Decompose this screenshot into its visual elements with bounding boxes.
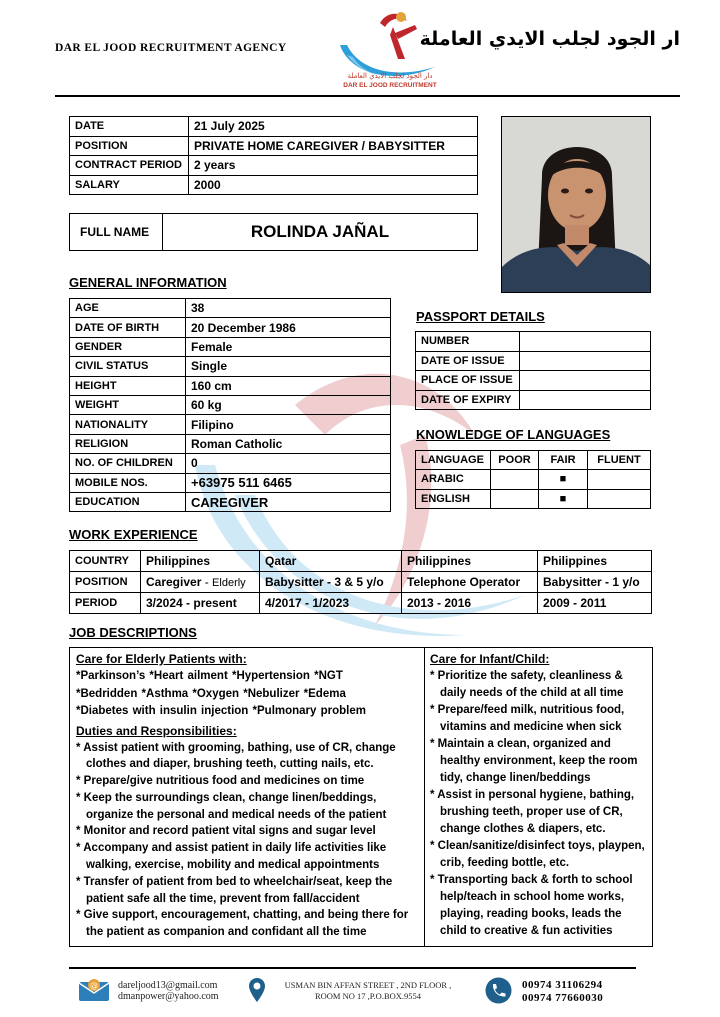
header-divider <box>55 95 680 97</box>
portrait-icon <box>502 117 651 293</box>
list-item: * Assist patient with grooming, bathing, use of CR, change clothes and diaper, brushing teeth, cutting nails, etc. <box>76 741 396 771</box>
child-care-column <box>430 651 650 940</box>
summary-row-salary <box>70 175 478 195</box>
summary-label: POSITION <box>70 136 189 156</box>
summary-row-contract <box>70 156 478 176</box>
job-descriptions-box <box>69 647 653 947</box>
elderly-heading: Care for Elderly Patients with: <box>76 652 247 666</box>
field-label: NATIONALITY <box>70 415 186 434</box>
field-label: MOBILE NOS. <box>70 473 186 492</box>
footer-address <box>273 980 463 1002</box>
summary-label: CONTRACT PERIOD <box>70 156 189 176</box>
table-row <box>70 415 391 434</box>
work-position <box>141 572 260 593</box>
work-position: Telephone Operator <box>402 572 538 593</box>
table-row <box>70 376 391 395</box>
summary-row-position <box>70 136 478 156</box>
field-label: HEIGHT <box>70 376 186 395</box>
footer-phones <box>522 979 603 1005</box>
full-name-label: FULL NAME <box>70 214 163 251</box>
summary-label: DATE <box>70 117 189 137</box>
footer-emails <box>118 980 219 1002</box>
table-row <box>70 473 391 492</box>
field-value <box>520 351 651 371</box>
language-name: ENGLISH <box>416 489 491 508</box>
full-name-table <box>69 213 478 251</box>
general-info-table <box>69 298 391 512</box>
passport-table <box>415 331 651 410</box>
field-value: 60 kg <box>186 395 391 414</box>
elderly-care-column <box>76 651 420 941</box>
level-fluent <box>588 470 651 489</box>
work-position: Babysitter - 1 y/o <box>538 572 652 593</box>
row-label: POSITION <box>70 572 141 593</box>
field-value: 20 December 1986 <box>186 318 391 337</box>
address-line: ROOM NO 17 ,P.O.BOX.9554 <box>314 991 422 1001</box>
general-info-title: GENERAL INFORMATION <box>69 275 227 290</box>
column-header: POOR <box>491 451 539 470</box>
duties-heading: Duties and Responsibilities: <box>76 723 237 738</box>
email-address[interactable]: dmanpower@yahoo.com <box>118 991 219 1002</box>
languages-table <box>415 450 651 509</box>
summary-label: SALARY <box>70 175 189 195</box>
table-row <box>70 318 391 337</box>
field-label: DATE OF BIRTH <box>70 318 186 337</box>
table-row <box>70 357 391 376</box>
summary-value: 2 years <box>189 156 478 176</box>
table-row <box>416 332 651 352</box>
field-label: WEIGHT <box>70 395 186 414</box>
table-row <box>416 390 651 410</box>
work-experience-title: WORK EXPERIENCE <box>69 527 198 542</box>
table-row <box>416 470 651 489</box>
full-name-value: ROLINDA JAÑAL <box>163 214 478 251</box>
table-row <box>416 489 651 508</box>
list-item: * Transporting back & forth to school help/teach in school home works, playing, reading books, leads the child to creative & fun activities <box>430 874 633 937</box>
field-value: Filipino <box>186 415 391 434</box>
field-label: NO. OF CHILDREN <box>70 454 186 473</box>
level-mark: ■ <box>539 489 588 508</box>
field-label: DATE OF EXPIRY <box>416 390 520 410</box>
job-descriptions-title: JOB DESCRIPTIONS <box>69 625 197 640</box>
table-row <box>70 434 391 453</box>
field-value: +63975 511 6465 <box>186 473 391 492</box>
column-header: FLUENT <box>588 451 651 470</box>
table-row <box>70 299 391 318</box>
field-value: Single <box>186 357 391 376</box>
agency-name-arabic: ار الجود لجلب الايدي العاملة <box>419 28 680 50</box>
field-label: RELIGION <box>70 434 186 453</box>
field-label: DATE OF ISSUE <box>416 351 520 371</box>
passport-title: PASSPORT DETAILS <box>416 309 545 324</box>
location-pin-icon <box>248 977 266 1003</box>
column-header: LANGUAGE <box>416 451 491 470</box>
position-sub: Elderly <box>212 577 246 589</box>
position-main: Caregiver <box>146 575 202 589</box>
level-mark: ■ <box>539 470 588 489</box>
field-label: AGE <box>70 299 186 318</box>
logo-caption-arabic: دار الجود لجلب الايدي العاملة <box>347 72 433 80</box>
list-item: * Assist in personal hygiene, bathing, brushing teeth, proper use of CR, change clothes & diapers, etc. <box>430 789 635 835</box>
field-value: CAREGIVER <box>186 492 391 511</box>
table-row <box>70 454 391 473</box>
table-row <box>416 371 651 391</box>
work-position: Babysitter - 3 & 5 y/o <box>260 572 402 593</box>
summary-value: PRIVATE HOME CAREGIVER / BABYSITTER <box>189 136 478 156</box>
field-value <box>520 390 651 410</box>
table-row <box>70 395 391 414</box>
field-label: GENDER <box>70 337 186 356</box>
column-header: FAIR <box>539 451 588 470</box>
list-item: * Accompany and assist patient in daily life activities like walking, exercise, mobility and medical appointments <box>76 842 387 872</box>
field-value: 0 <box>186 454 391 473</box>
work-country: Qatar <box>260 551 402 572</box>
summary-table <box>69 116 478 195</box>
field-label: NUMBER <box>416 332 520 352</box>
level-poor <box>491 489 539 508</box>
work-period: 2009 - 2011 <box>538 593 652 614</box>
list-item: * Maintain a clean, organized and healthy environment, keep the room tidy, change linen/beddings <box>430 738 638 784</box>
row-label: PERIOD <box>70 593 141 614</box>
list-item: * Give support, encouragement, chatting, and being there for the patient as companion and confidant all the time <box>76 909 409 939</box>
table-row <box>70 492 391 511</box>
address-line: USMAN BIN AFFAN STREET , 2ND FLOOR , <box>284 980 452 990</box>
email-address[interactable]: dareljood13@gmail.com <box>118 980 218 991</box>
summary-value: 21 July 2025 <box>189 117 478 137</box>
phone-number[interactable]: 00974 31106294 <box>522 979 603 991</box>
summary-row-date <box>70 117 478 137</box>
table-row <box>70 593 652 614</box>
phone-icon <box>485 977 512 1004</box>
list-item: * Prioritize the safety, cleanliness & daily needs of the child at all time <box>430 670 624 699</box>
table-row <box>416 351 651 371</box>
list-item: * Monitor and record patient vital signs and sugar level <box>76 825 376 838</box>
phone-number[interactable]: 00974 77660030 <box>522 992 604 1004</box>
candidate-photo <box>501 116 651 293</box>
field-value: Roman Catholic <box>186 434 391 453</box>
level-fluent <box>588 489 651 508</box>
list-item: * Prepare/feed milk, nutritious food, vitamins and medicine when sick <box>430 704 625 733</box>
list-item: * Keep the surroundings clean, change linen/beddings, organize the personal and medical needs of the patient <box>76 791 387 821</box>
column-divider <box>424 648 425 946</box>
conditions-line: *Diabetes with insulin injection *Pulmonary problem <box>76 705 366 717</box>
work-country: Philippines <box>538 551 652 572</box>
table-row <box>70 572 652 593</box>
work-experience-table <box>69 550 652 614</box>
field-label: EDUCATION <box>70 492 186 511</box>
field-value <box>520 371 651 391</box>
work-period: 4/2017 - 1/2023 <box>260 593 402 614</box>
conditions-line: *Bedridden *Asthma *Oxygen *Nebulizer *Edema <box>76 687 346 700</box>
field-value: 38 <box>186 299 391 318</box>
logo-caption-english: DAR EL JOOD RECRUITMENT <box>343 82 437 89</box>
languages-title: KNOWLEDGE OF LANGUAGES <box>416 427 611 442</box>
field-value <box>520 332 651 352</box>
level-poor <box>491 470 539 489</box>
field-label: PLACE OF ISSUE <box>416 371 520 391</box>
list-item: * Transfer of patient from bed to wheelchair/seat, keep the patient safe all the time, prevent from fall/accident <box>76 875 393 905</box>
table-row <box>70 551 652 572</box>
row-label: COUNTRY <box>70 551 141 572</box>
table-header-row <box>416 451 651 470</box>
footer-divider <box>69 967 636 969</box>
field-label: CIVIL STATUS <box>70 357 186 376</box>
work-period: 2013 - 2016 <box>402 593 538 614</box>
conditions-line: *Parkinson’s *Heart ailment *Hypertension *NGT <box>76 670 343 682</box>
email-icon <box>78 978 110 1002</box>
table-row <box>70 337 391 356</box>
child-heading: Care for Infant/Child: <box>430 652 550 666</box>
work-country: Philippines <box>141 551 260 572</box>
work-period: 3/2024 - present <box>141 593 260 614</box>
agency-name-english: DAR EL JOOD RECRUITMENT AGENCY <box>55 42 287 54</box>
list-item: * Prepare/give nutritious food and medicines on time <box>76 775 365 788</box>
position-separator: - <box>201 575 213 589</box>
work-country: Philippines <box>402 551 538 572</box>
field-value: Female <box>186 337 391 356</box>
summary-value: 2000 <box>189 175 478 195</box>
field-value: 160 cm <box>186 376 391 395</box>
language-name: ARABIC <box>416 470 491 489</box>
list-item: * Clean/sanitize/disinfect toys, playpen, crib, feeding bottle, etc. <box>430 840 645 869</box>
svg-text:@: @ <box>90 981 98 990</box>
